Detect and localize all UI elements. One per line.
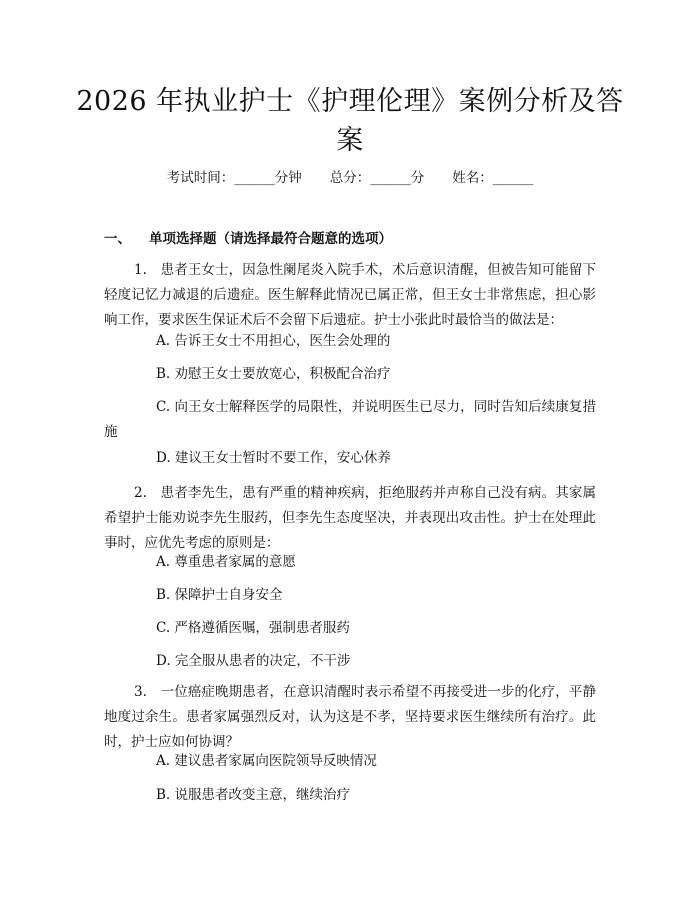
section-heading	[104, 229, 392, 249]
exam-meta	[0, 168, 700, 188]
name-field: 姓名：______	[452, 170, 534, 186]
exam-time-field: 考试时间：______分钟	[166, 170, 302, 186]
section-number: 一、	[104, 231, 131, 247]
question-1-option-b: B. 劝慰王女士要放宽心，积极配合治疗	[156, 366, 391, 382]
document-title: 2026 年执业护士《护理伦理》案例分析及答案	[76, 86, 624, 156]
question-1-option-d: D. 建议王女士暂时不要工作，安心休养	[156, 450, 391, 466]
question-3-option-b: B. 说服患者改变主意，继续治疗	[156, 787, 351, 803]
question-1-stem: 1. 患者王女士，因急性阑尾炎入院手术，术后意识清醒，但被告知可能留下轻度记忆力减退的后遗症。医生解释此情况已属正常，但王女士非常焦虑，担心影响工作，要求医生保证术后不会留下后遗症。护士小张此时最恰当的做法是：	[104, 262, 596, 328]
section-title: 单项选择题（请选择最符合题意的选项）	[149, 231, 392, 247]
question-3-stem: 3. 一位癌症晚期患者，在意识清醒时表示希望不再接受进一步的化疗，平静地度过余生。患者家属强烈反对，认为这是不孝，坚持要求医生继续所有治疗。此时，护士应如何协调？	[104, 684, 596, 750]
question-2-option-d: D. 完全服从患者的决定，不干涉	[156, 653, 351, 669]
question-2-stem: 2. 患者李先生，患有严重的精神疾病，拒绝服药并声称自己没有病。其家属希望护士能劝说李先生服药，但李先生态度坚决，并表现出攻击性。护士在处理此事时，应优先考虑的原则是：	[104, 485, 596, 551]
question-2-option-c: C. 严格遵循医嘱，强制患者服药	[156, 620, 350, 636]
question-1-option-c: C. 向王女士解释医学的局限性，并说明医生已尽力，同时告知后续康复措施	[104, 399, 596, 440]
question-3-option-a: A. 建议患者家属向医院领导反映情况	[156, 753, 377, 769]
total-score-field: 总分：______分	[329, 170, 425, 186]
question-1-option-a: A. 告诉王女士不用担心，医生会处理的	[156, 333, 391, 349]
question-2-option-a: A. 尊重患者家属的意愿	[156, 554, 296, 570]
question-2-option-b: B. 保障护士自身安全	[156, 587, 283, 603]
